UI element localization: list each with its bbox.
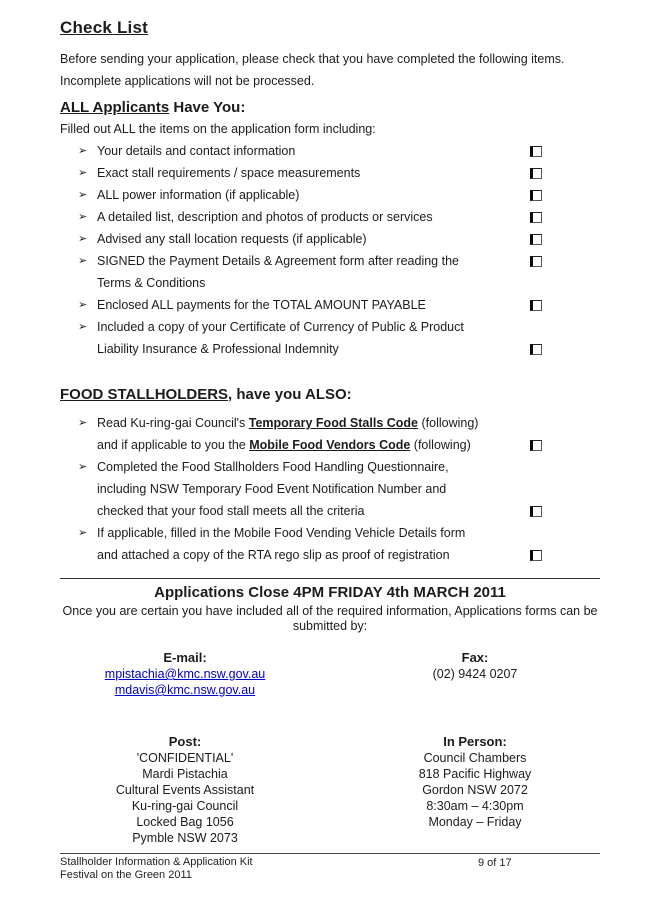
fax-label: Fax: bbox=[461, 650, 489, 665]
checklist-item-text: Terms & Conditions bbox=[97, 276, 206, 290]
arrow-bullet-icon: ➢ bbox=[78, 211, 88, 223]
footer-doc-title: Stallholder Information & Application Kit bbox=[60, 856, 253, 868]
page-footer bbox=[60, 853, 600, 882]
post-label: Post: bbox=[168, 734, 202, 749]
intro-line: Before sending your application, please check that you have completed the following items. bbox=[60, 52, 565, 66]
in-person-line: 8:30am – 4:30pm bbox=[426, 799, 524, 813]
checklist-item bbox=[60, 162, 600, 184]
checklist-item-text: checked that your food stall meets all the criteria bbox=[97, 504, 365, 518]
arrow-bullet-icon: ➢ bbox=[78, 255, 88, 267]
checkbox-icon bbox=[530, 190, 542, 201]
section-heading-all-applicants bbox=[60, 97, 600, 118]
post-address-line: Locked Bag 1056 bbox=[136, 815, 234, 829]
in-person-line: 818 Pacific Highway bbox=[418, 767, 532, 781]
heading-underlined-text: ALL Applicants bbox=[60, 99, 170, 116]
checklist-item bbox=[60, 412, 600, 456]
post-address-line: 'CONFIDENTIAL' bbox=[136, 751, 234, 765]
in-person-line: Gordon NSW 2072 bbox=[422, 783, 528, 797]
checklist-item-text: Included a copy of your Certificate of Currency of Public & Product bbox=[97, 320, 464, 334]
section-lead: Filled out ALL the items on the application form including: bbox=[60, 122, 376, 136]
checkbox-icon bbox=[530, 344, 542, 355]
closing-subtext-line: submitted by: bbox=[292, 619, 368, 633]
checkbox-icon bbox=[530, 146, 542, 157]
section-heading-food-stallholders bbox=[60, 384, 600, 405]
intro-paragraph bbox=[60, 48, 600, 92]
text-segment: (following) bbox=[410, 438, 471, 452]
arrow-bullet-icon: ➢ bbox=[78, 167, 88, 179]
arrow-bullet-icon: ➢ bbox=[78, 233, 88, 245]
checklist-item bbox=[60, 250, 600, 294]
checkbox-icon bbox=[530, 168, 542, 179]
heading-underlined-text: FOOD STALLHOLDERS bbox=[60, 386, 229, 403]
email-link-mpistachia[interactable]: mpistachia@kmc.nsw.gov.au bbox=[104, 667, 266, 681]
fax-number: (02) 9424 0207 bbox=[432, 667, 518, 681]
code-reference-text: Mobile Food Vendors Code bbox=[249, 438, 411, 452]
checkbox-icon bbox=[530, 550, 542, 561]
checklist-item-text: Liability Insurance & Professional Indemnity bbox=[97, 342, 339, 356]
checklist-item bbox=[60, 456, 600, 522]
arrow-bullet-icon: ➢ bbox=[78, 461, 88, 473]
checklist-item bbox=[60, 140, 600, 162]
code-reference-text: Temporary Food Stalls Code bbox=[248, 416, 419, 430]
checklist-item-text: Completed the Food Stallholders Food Handling Questionnaire, bbox=[97, 460, 449, 474]
post-block bbox=[60, 734, 310, 846]
checklist-item bbox=[60, 316, 600, 360]
heading-rest-text: , have you ALSO: bbox=[228, 386, 352, 403]
closing-subtext bbox=[60, 604, 600, 634]
checkbox-icon bbox=[530, 212, 542, 223]
checklist-item-text: SIGNED the Payment Details & Agreement form after reading the bbox=[97, 254, 459, 268]
in-person-label: In Person: bbox=[443, 734, 507, 749]
checklist-item-text: and attached a copy of the RTA rego slip as proof of registration bbox=[97, 548, 450, 562]
in-person-line: Monday – Friday bbox=[428, 815, 522, 829]
text-segment: (following) bbox=[418, 416, 479, 430]
checklist-item-text bbox=[97, 434, 600, 456]
email-label: E-mail: bbox=[163, 650, 207, 665]
checkbox-icon bbox=[530, 256, 542, 267]
email-link-mdavis[interactable]: mdavis@kmc.nsw.gov.au bbox=[114, 683, 256, 697]
section-divider bbox=[60, 578, 600, 579]
checklist-item bbox=[60, 184, 600, 206]
page-title: Check List bbox=[60, 18, 148, 37]
checklist-item bbox=[60, 522, 600, 566]
arrow-bullet-icon: ➢ bbox=[78, 527, 88, 539]
contact-row-post-inperson bbox=[60, 734, 600, 846]
checklist-item-text: If applicable, filled in the Mobile Food Vending Vehicle Details form bbox=[97, 526, 466, 540]
checklist-item-text: ALL power information (if applicable) bbox=[97, 188, 300, 202]
checklist-item bbox=[60, 206, 600, 228]
checklist-item-text: A detailed list, description and photos of products or services bbox=[97, 210, 433, 224]
checklist-item-text: Advised any stall location requests (if applicable) bbox=[97, 232, 367, 246]
checkbox-icon bbox=[530, 300, 542, 311]
fax-block bbox=[350, 650, 600, 698]
checklist-item-text bbox=[97, 412, 600, 434]
checklist-item-text: Exact stall requirements / space measurements bbox=[97, 166, 361, 180]
text-segment: and if applicable to you the bbox=[97, 438, 250, 452]
closing-deadline-heading: Applications Close 4PM FRIDAY 4th MARCH 2011 bbox=[154, 584, 506, 601]
arrow-bullet-icon: ➢ bbox=[78, 321, 88, 333]
checkbox-icon bbox=[530, 440, 542, 451]
arrow-bullet-icon: ➢ bbox=[78, 417, 88, 429]
checklist-item-text: including NSW Temporary Food Event Notification Number and bbox=[97, 482, 447, 496]
intro-line: Incomplete applications will not be processed. bbox=[60, 74, 315, 88]
heading-rest-text: Have You: bbox=[169, 99, 246, 116]
checklist-item-text: Your details and contact information bbox=[97, 144, 296, 158]
email-block bbox=[60, 650, 310, 698]
page-number: 9 of 17 bbox=[478, 857, 512, 869]
text-segment: Read Ku-ring-gai Council's bbox=[97, 416, 249, 430]
arrow-bullet-icon: ➢ bbox=[78, 299, 88, 311]
checkbox-icon bbox=[530, 506, 542, 517]
post-address-line: Ku-ring-gai Council bbox=[131, 799, 239, 813]
closing-subtext-line: Once you are certain you have included all of the required information, Applications forms can be bbox=[62, 604, 598, 618]
checklist-item-text: Enclosed ALL payments for the TOTAL AMOUNT PAYABLE bbox=[97, 298, 426, 312]
checklist-item bbox=[60, 228, 600, 250]
arrow-bullet-icon: ➢ bbox=[78, 189, 88, 201]
contact-row-email-fax bbox=[60, 650, 600, 698]
post-address-line: Cultural Events Assistant bbox=[115, 783, 255, 797]
post-address-line: Mardi Pistachia bbox=[142, 767, 228, 781]
checklist-item bbox=[60, 294, 600, 316]
post-address-line: Pymble NSW 2073 bbox=[132, 831, 238, 845]
checkbox-icon bbox=[530, 234, 542, 245]
footer-event-name: Festival on the Green 2011 bbox=[60, 869, 192, 881]
arrow-bullet-icon: ➢ bbox=[78, 145, 88, 157]
in-person-block bbox=[350, 734, 600, 846]
in-person-line: Council Chambers bbox=[423, 751, 527, 765]
